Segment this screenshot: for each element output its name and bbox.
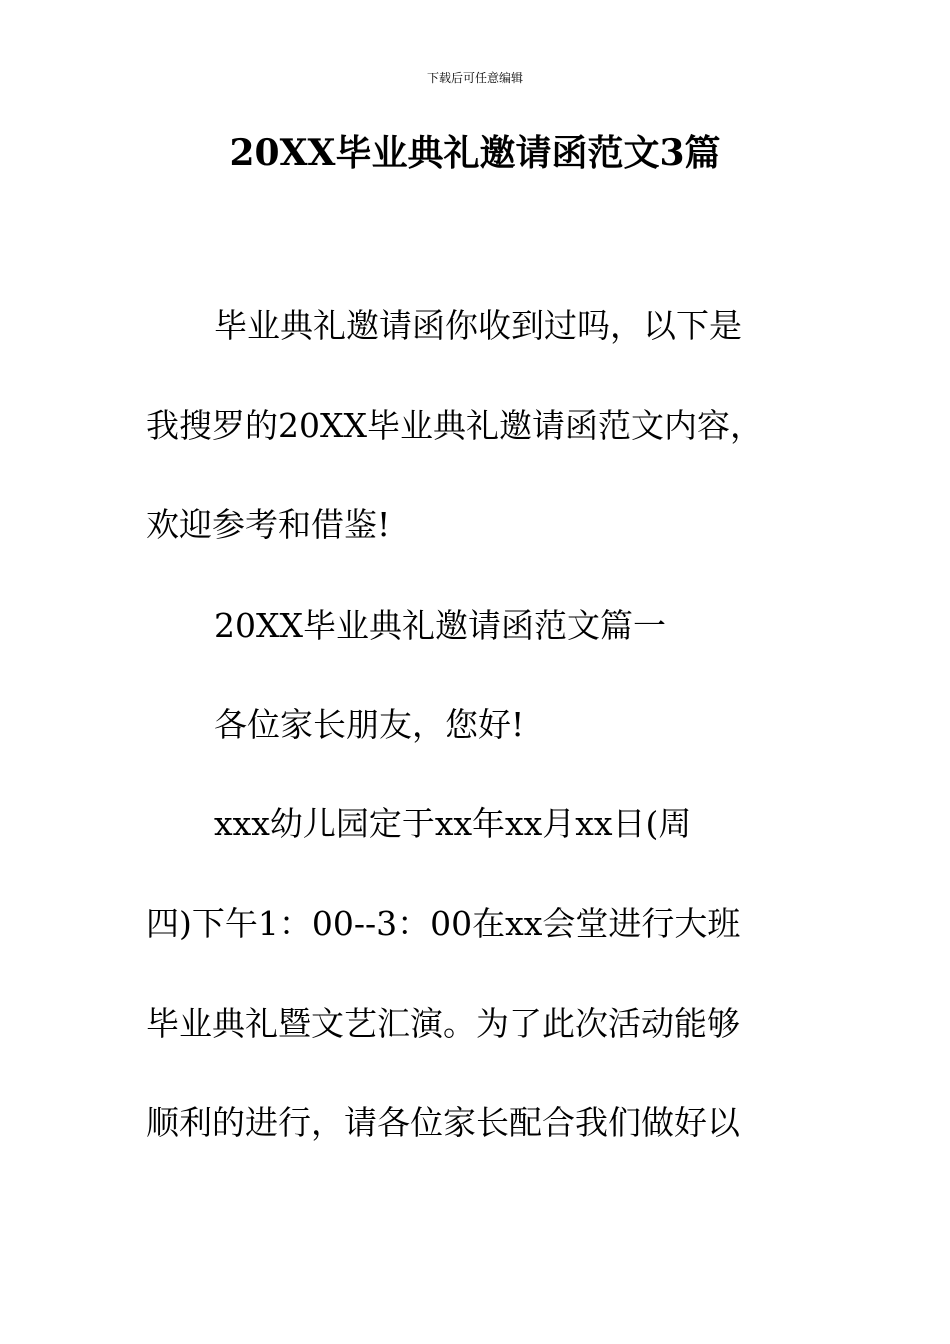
header-note: 下载后可任意编辑 <box>426 71 523 85</box>
body-line-1: xxx幼儿园定于xx年xx月xx日(周 <box>214 804 692 843</box>
body-line-4: 顺利的进行，请各位家长配合我们做好以 <box>146 1103 740 1142</box>
section-heading: 20XX毕业典礼邀请函范文篇一 <box>214 606 666 645</box>
intro-line-1: 毕业典礼邀请函你收到过吗，以下是 <box>214 306 742 345</box>
salutation: 各位家长朋友，您好! <box>214 705 525 744</box>
intro-line-2: 我搜罗的20XX毕业典礼邀请函范文内容， <box>146 406 763 445</box>
document-title: 20XX毕业典礼邀请函范文3篇 <box>229 132 721 174</box>
intro-line-3: 欢迎参考和借鉴! <box>146 505 391 544</box>
body-line-2: 四)下午1：00--3：00在xx会堂进行大班 <box>146 904 741 943</box>
body-line-3: 毕业典礼暨文艺汇演。为了此次活动能够 <box>146 1004 740 1043</box>
